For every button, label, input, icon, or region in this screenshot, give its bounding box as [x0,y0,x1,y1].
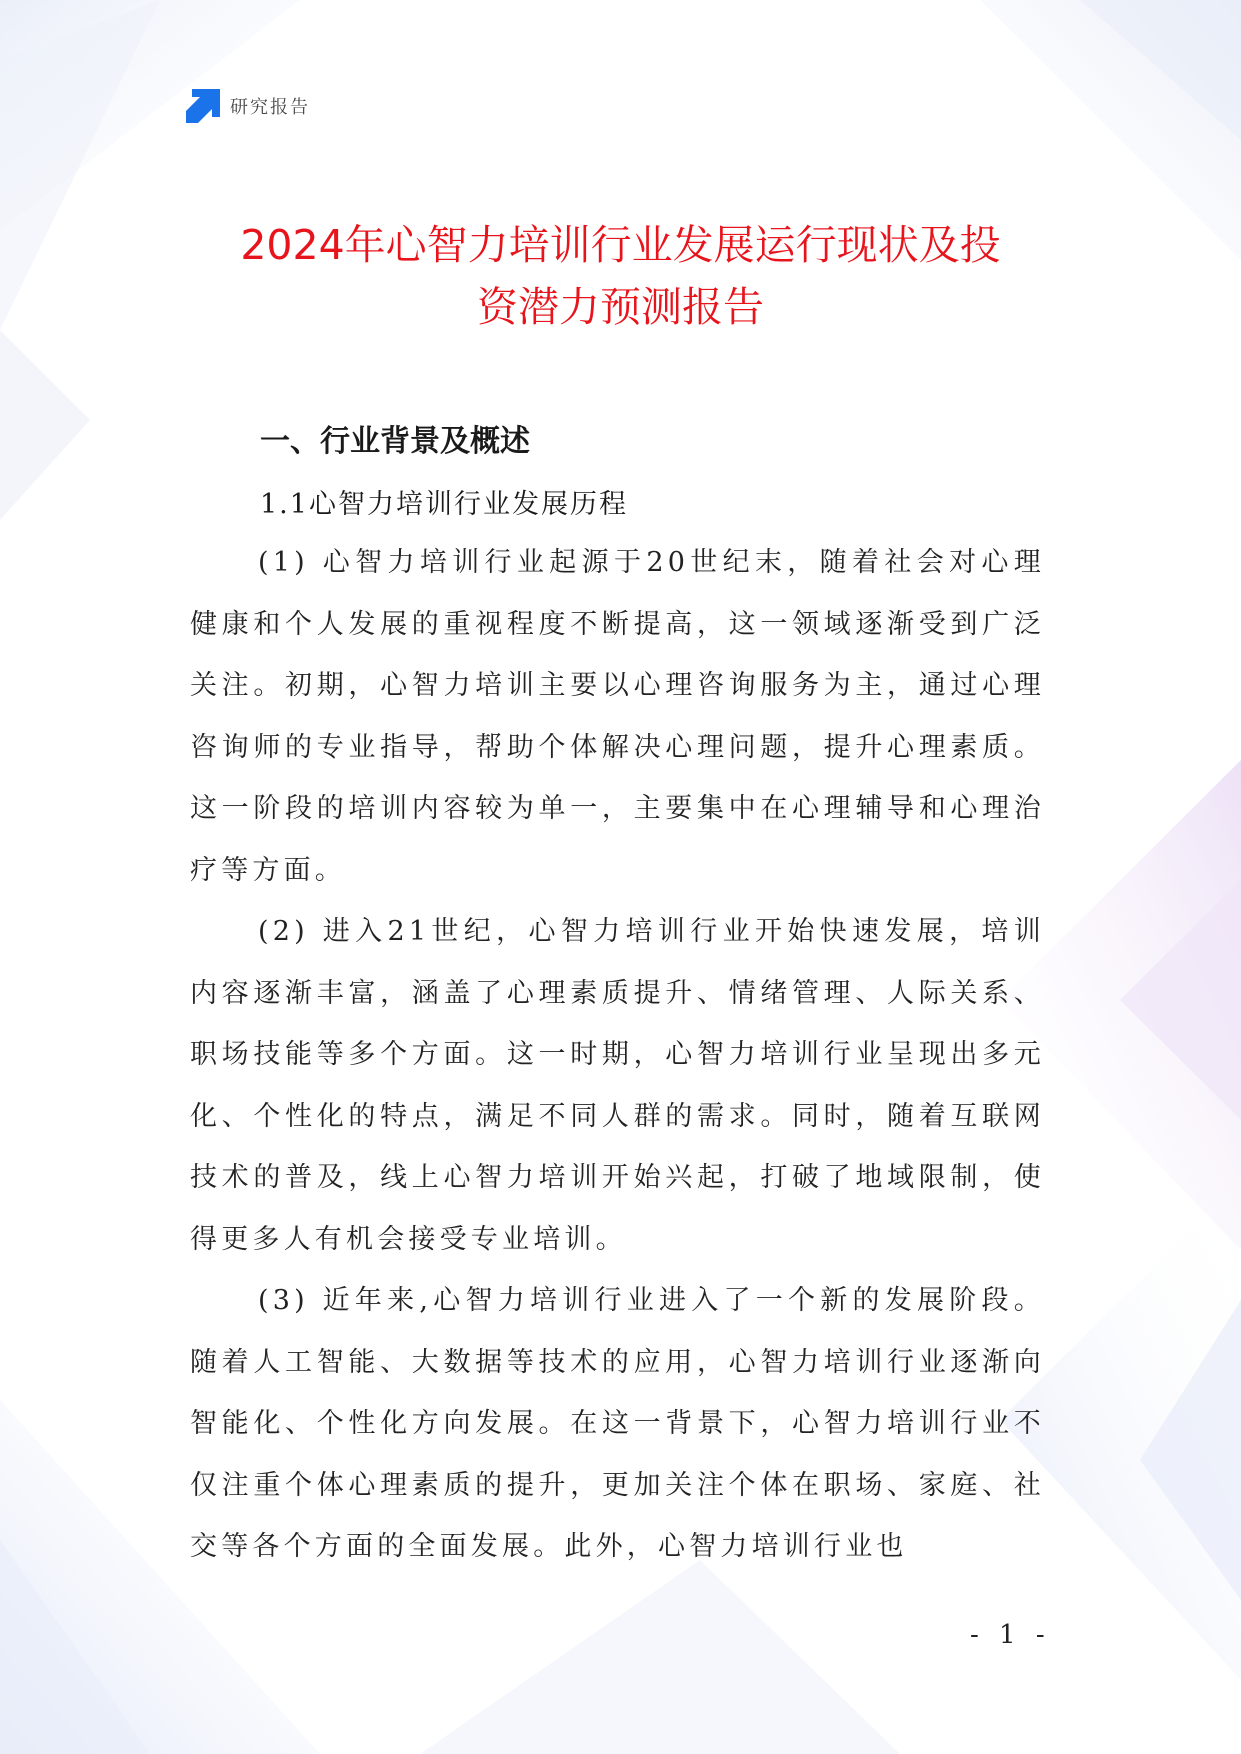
subsection-heading: 1.1心智力培训行业发展历程 [260,489,628,520]
body-paragraph-2: (2) 进入21世纪，心智力培训行业开始快速发展，培训内容逐渐丰富，涵盖了心理素质提升、情绪管理、人际关系、职场技能等多个方面。这一时期，心智力培训行业呈现出多元化、个性化的特点，满足不同人群的需求。同时，随着互联网技术的普及，线上心智力培训开始兴起，打破了地域限制，使得更多人有机会接受专业培训。 [190,916,1045,1255]
report-title-line-2: 资潜力预测报告 [477,283,764,331]
report-body [190,532,1045,1578]
section-heading: 一、行业背景及概述 [260,424,530,459]
report-title-line-1: 2024年心智力培训行业发展运行现状及投 [240,221,1001,269]
report-header [186,86,310,126]
body-paragraph-3: (3) 近年来,心智力培训行业进入了一个新的发展阶段。随着人工智能、大数据等技术的应用，心智力培训行业逐渐向智能化、个性化方向发展。在这一背景下，心智力培训行业不仅注重个体心理素质的提升，更加关注个体在职场、家庭、社交等各个方面的全面发展。此外，心智力培训行业也 [190,1285,1045,1562]
report-title [130,214,1111,338]
page-number: - 1 - [970,1620,1051,1650]
body-paragraph-1: (1) 心智力培训行业起源于20世纪末，随着社会对心理健康和个人发展的重视程度不断提高，这一领域逐渐受到广泛关注。初期，心智力培训主要以心理咨询服务为主，通过心理咨询师的专业指导，帮助个体解决心理问题，提升心理素质。这一阶段的培训内容较为单一，主要集中在心理辅导和心理治疗等方面。 [190,547,1045,886]
report-type-label: 研究报告 [230,97,310,118]
arrow-up-right-icon [186,89,220,123]
